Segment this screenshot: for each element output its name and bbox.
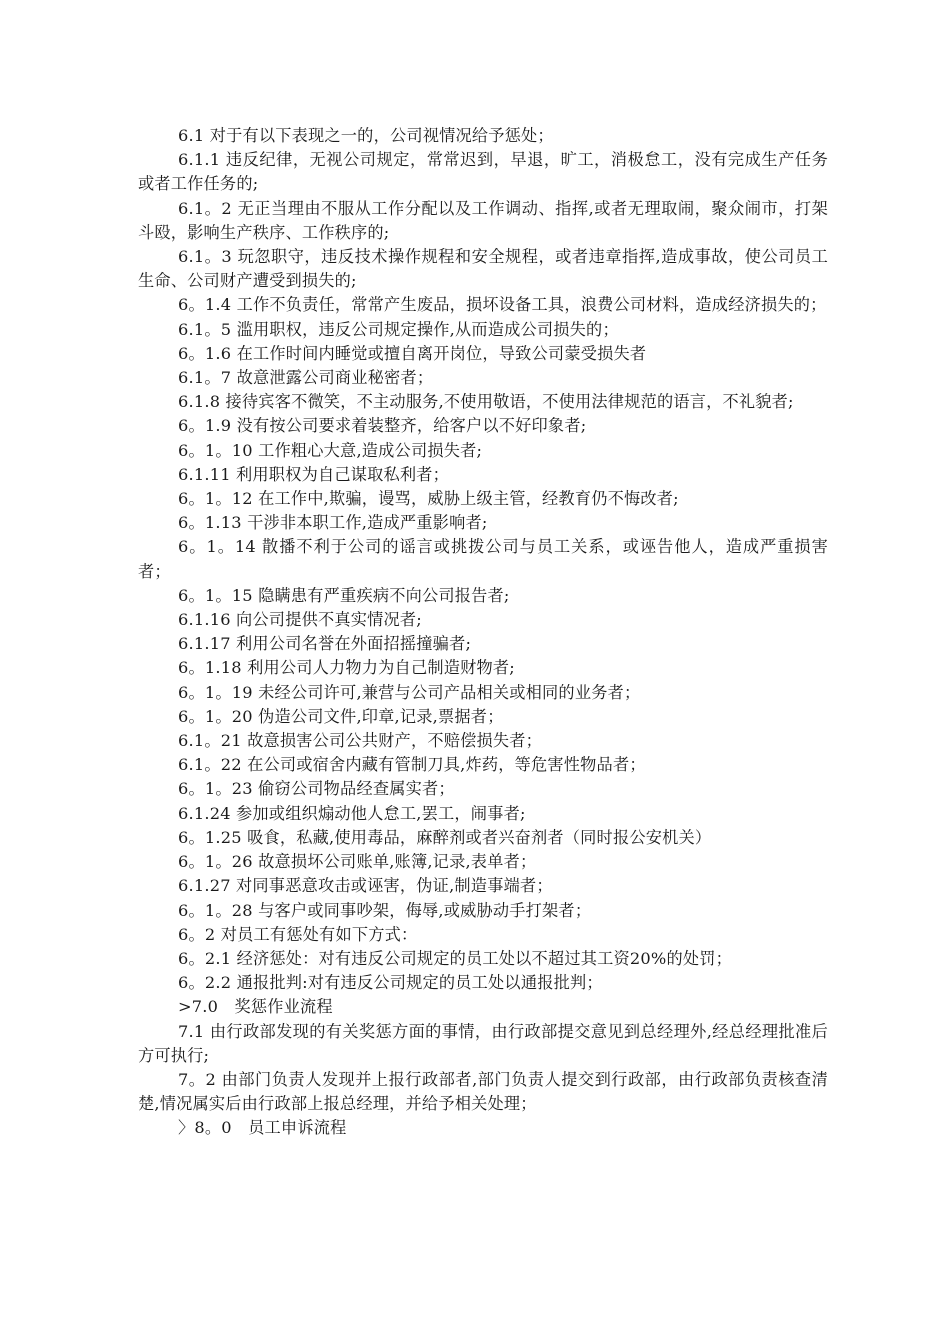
clause-6-1-12: 6。1。12 在工作中,欺骗，谩骂，威胁上级主管，经教育仍不悔改者; — [178, 489, 679, 509]
clause-6-1-14: 6。1。14 散播不利于公司的谣言或挑拨公司与员工关系，或诬告他人，造成严重损害者； — [138, 537, 828, 581]
clause-6-1-24: 6.1.24 参加或组织煽动他人怠工,罢工，闹事者; — [178, 803, 526, 823]
clause-6-1-5: 6.1。5 滥用职权，违反公司规定操作,从而造成公司损失的； — [178, 319, 619, 339]
clause-6-1-6: 6。1.6 在工作时间内睡觉或擅自离开岗位，导致公司蒙受损失者 — [178, 343, 647, 363]
clause-6-1-8: 6.1.8 接待宾客不微笑，不主动服务,不使用敬语，不使用法律规范的语言，不礼貌者; — [178, 392, 794, 412]
clause-6-1-16: 6.1.16 向公司提供不真实情况者; — [178, 610, 422, 630]
clause-6-1-17: 6.1.17 利用公司名誉在外面招摇撞骗者; — [178, 634, 472, 654]
clause-6-1-1: 6.1.1 违反纪律，无视公司规定，常常迟到，早退，旷工，消极怠工，没有完成生产任务或者工作任务的; — [138, 150, 828, 194]
clause-6-1-3: 6.1。3 玩忽职守，违反技术操作规程和安全规程，或者违章指挥,造成事故，使公司员工生命、公司财产遭受到损失的; — [138, 247, 828, 291]
clause-6-1-25: 6。1.25 吸食，私藏,使用毒品，麻醉剂或者兴奋剂者（同时报公安机关） — [178, 827, 712, 847]
clause-6-1-21: 6.1。21 故意损害公司公共财产，不赔偿损失者； — [178, 731, 543, 751]
clause-6-1-23: 6。1。23 偷窃公司物品经查属实者； — [178, 779, 455, 799]
clause-6-1-4: 6。1.4 工作不负责任，常常产生废品，损坏设备工具，浪费公司材料，造成经济损失的； — [178, 295, 827, 315]
clause-7-2: 7。2 由部门负责人发现并上报行政部者,部门负责人提交到行政部，由行政部负责核查清楚,情况属实后由行政部上报总经理，并给予相关处理； — [138, 1069, 828, 1114]
clause-6-1-2: 6.1。2 无正当理由不服从工作分配以及工作调动、指挥,或者无理取闹，聚众闹市，打架斗殴，影响生产秩序、工作秩序的; — [138, 198, 828, 242]
clause-6-1-7: 6.1。7 故意泄露公司商业秘密者； — [178, 368, 434, 388]
clause-6-1: 6.1 对于有以下表现之一的，公司视情况给予惩处； — [178, 126, 554, 145]
clause-6-2-1: 6。2.1 经济惩处：对有违反公司规定的员工处以不超过其工资20%的处罚； — [178, 948, 733, 968]
clause-6-1-10: 6。1。10 工作粗心大意,造成公司损失者; — [178, 440, 483, 460]
clause-6-1-26: 6。1。26 故意损坏公司账单,账簿,记录,表单者； — [178, 852, 537, 872]
clause-6-1-15: 6。1。15 隐瞒患有严重疾病不向公司报告者; — [178, 585, 510, 605]
section-heading-8-0: 〉8。0 员工申诉流程 — [178, 1118, 347, 1138]
clause-6-1-22: 6.1。22 在公司或宿舍内藏有管制刀具,炸药，等危害性物品者； — [178, 755, 646, 775]
section-heading-7-0: >7.0 奖惩作业流程 — [178, 997, 333, 1017]
clause-6-2-2: 6。2.2 通报批判:对有违反公司规定的员工处以通报批判； — [178, 973, 603, 993]
clause-6-1-19: 6。1。19 未经公司许可,兼营与公司产品相关或相同的业务者； — [178, 682, 641, 702]
clause-6-1-18: 6。1.18 利用公司人力物力为自己制造财物者; — [178, 658, 515, 678]
clause-6-2: 6。2 对员工有惩处有如下方式： — [178, 924, 418, 944]
clause-6-1-28: 6。1。28 与客户或同事吵架，侮辱,或威胁动手打架者； — [178, 900, 592, 920]
document-body — [138, 124, 828, 1141]
clause-7-1: 7.1 由行政部发现的有关奖惩方面的事情，由行政部提交意见到总经理外,经总经理批准后方可执行; — [138, 1021, 828, 1065]
clause-6-1-9: 6。1.9 没有按公司要求着装整齐，给客户以不好印象者; — [178, 416, 587, 436]
clause-6-1-27: 6.1.27 对同事恶意攻击或诬害，伪证,制造事端者； — [178, 876, 553, 896]
clause-6-1-20: 6。1。20 伪造公司文件,印章,记录,票据者； — [178, 706, 504, 726]
clause-6-1-11: 6.1.11 利用职权为自己谋取私利者； — [178, 464, 450, 484]
clause-6-1-13: 6。1.13 干涉非本职工作,造成严重影响者; — [178, 513, 488, 533]
